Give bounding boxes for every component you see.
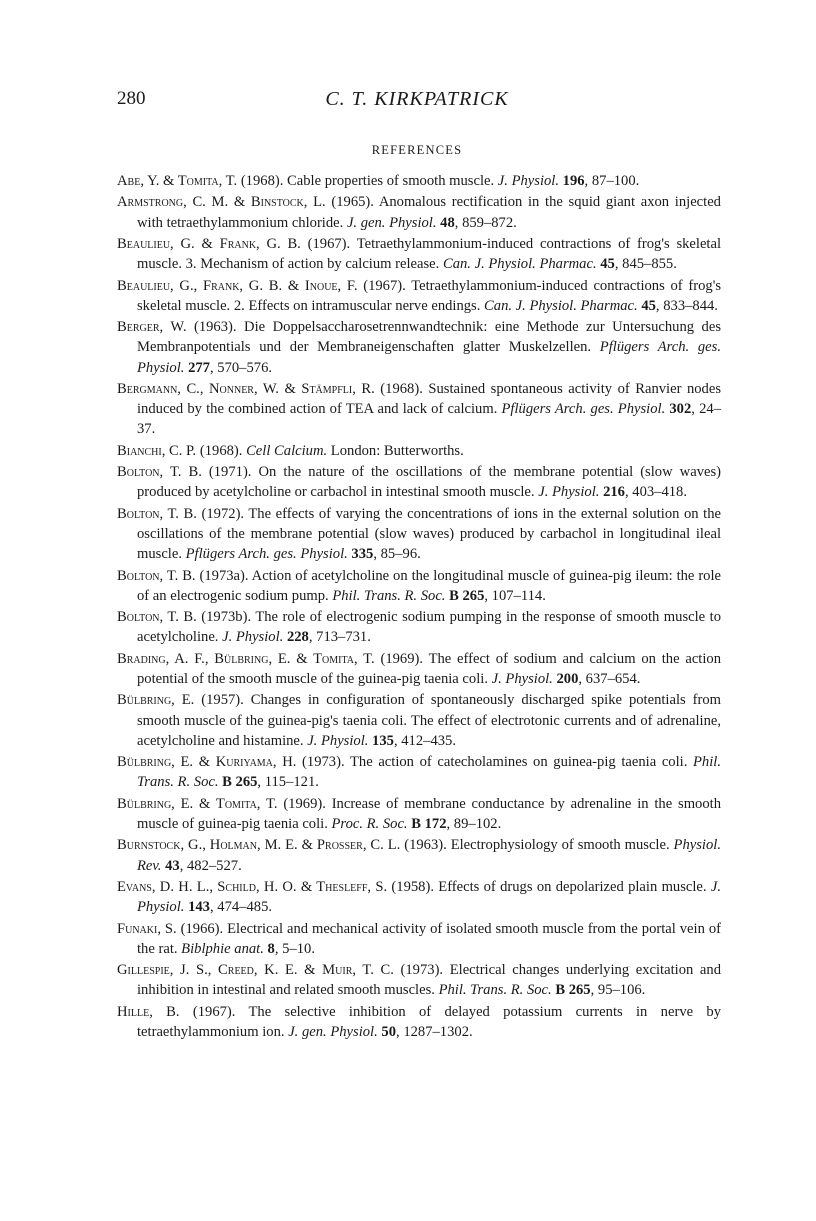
reference-authors: Bolton, T. B. bbox=[117, 567, 196, 584]
reference-title: Electrophysiology of smooth muscle. bbox=[450, 837, 674, 854]
reference-title: Cable properties of smooth muscle. bbox=[287, 173, 498, 189]
reference-pages: , 1287–1302. bbox=[396, 1023, 473, 1040]
references-heading: REFERENCES bbox=[371, 143, 463, 157]
reference-entry-18 bbox=[117, 919, 721, 959]
reference-entry-14 bbox=[117, 752, 721, 792]
reference-authors: Bolton, T. B. bbox=[117, 505, 197, 522]
reference-volume: 45 bbox=[596, 256, 615, 273]
reference-year: (1973). bbox=[296, 754, 350, 771]
reference-volume: B 265 bbox=[445, 587, 485, 604]
reference-entry-9 bbox=[117, 504, 721, 565]
reference-authors: Armstrong, C. M. & Binstock, L. bbox=[117, 194, 326, 211]
reference-journal: J. gen. Physiol. bbox=[346, 214, 437, 231]
reference-journal: Pflügers Arch. ges. Physiol. bbox=[185, 546, 348, 563]
reference-journal: Phil. Trans. R. Soc. bbox=[438, 982, 552, 999]
reference-year: (1967). bbox=[357, 277, 412, 294]
reference-volume: 8 bbox=[263, 940, 275, 957]
reference-authors: Beaulieu, G., Frank, G. B. & Inoue, F. bbox=[117, 277, 358, 294]
reference-volume: 50 bbox=[377, 1023, 397, 1040]
reference-year: (1969). bbox=[374, 650, 429, 667]
reference-title: Tetraethylammonium-induced contractions of frog's skeletal muscle. 2. Effects on intramuscular nerve endings. bbox=[137, 277, 721, 314]
reference-year: (1968). bbox=[196, 442, 247, 459]
reference-journal: Can. J. Physiol. Pharmac. bbox=[484, 297, 638, 314]
reference-pages: , 24–37. bbox=[137, 401, 721, 438]
reference-pages: , 482–527. bbox=[179, 857, 242, 874]
reference-authors: Berger, W. bbox=[117, 319, 187, 336]
reference-entry-8 bbox=[117, 462, 721, 502]
reference-authors: Bülbring, E. & Kuriyama, H. bbox=[117, 754, 297, 771]
reference-journal: Phil. Trans. R. Soc. bbox=[332, 587, 446, 604]
reference-volume: 143 bbox=[184, 899, 210, 916]
reference-list bbox=[117, 171, 721, 1043]
reference-title: On the nature of the oscillations of the membrane potential (slow waves) produced by acetylcholine or carbachol in intestinal smooth muscle. bbox=[137, 464, 722, 501]
reference-title: The selective inhibition of delayed potassium currents in nerve by tetraethylammonium ion. bbox=[137, 1003, 722, 1040]
reference-authors: Funaki, S. bbox=[117, 920, 177, 937]
reference-journal: Can. J. Physiol. Pharmac. bbox=[442, 256, 597, 273]
reference-volume: 196 bbox=[559, 173, 585, 189]
reference-title: Tetraethylammonium-induced contractions of frog's skeletal muscle. 3. Mechanism of action by calcium release. bbox=[137, 235, 722, 273]
reference-volume: 45 bbox=[637, 297, 656, 314]
reference-journal: Phil. Trans. R. Soc. bbox=[137, 754, 721, 791]
reference-authors: Evans, D. H. L., Schild, H. O. & Thesleff, S. bbox=[117, 878, 388, 895]
reference-year: (1963). bbox=[400, 837, 451, 854]
reference-pages: , 87–100. bbox=[584, 173, 640, 189]
reference-year: (1968). bbox=[374, 380, 429, 397]
reference-authors: Bülbring, E. & Tomita, T. bbox=[117, 795, 278, 812]
reference-journal: J. Physiol. bbox=[137, 878, 721, 916]
reference-entry-12 bbox=[117, 649, 721, 689]
reference-title: Electrical changes underlying excitation and inhibition in intestinal and related smooth muscles. bbox=[137, 962, 721, 999]
reference-authors: Bülbring, E. bbox=[117, 692, 195, 709]
reference-title: Changes in configuration of spontaneously discharged spike potentials from smooth muscle of the guinea-pig's taenia coli. The effect of electrotonic currents and of adrenaline, acetylcholine and histamine. bbox=[137, 692, 721, 749]
reference-authors: Hille, B. bbox=[117, 1003, 180, 1020]
reference-entry-11 bbox=[117, 607, 721, 647]
reference-pages: , 474–485. bbox=[209, 899, 273, 916]
reference-volume: 302 bbox=[665, 401, 692, 418]
reference-authors: Burnstock, G., Holman, M. E. & Prosser, C. L. bbox=[117, 837, 401, 854]
reference-entry-1 bbox=[117, 171, 721, 191]
reference-entry-4 bbox=[117, 276, 721, 316]
reference-year: (1973a). bbox=[195, 567, 252, 584]
reference-year: (1966). bbox=[176, 920, 228, 937]
reference-pages: , 5–10. bbox=[274, 940, 315, 957]
reference-volume: B 172 bbox=[407, 815, 447, 832]
reference-year: (1969). bbox=[277, 795, 332, 812]
page-number: 280 bbox=[117, 88, 146, 109]
reference-pages: , 570–576. bbox=[209, 359, 273, 376]
reference-year: (1965). bbox=[325, 194, 379, 211]
page-header bbox=[117, 88, 717, 114]
reference-journal: Proc. R. Soc. bbox=[331, 815, 408, 832]
reference-volume: 277 bbox=[184, 359, 210, 376]
reference-entry-15 bbox=[117, 794, 721, 834]
reference-authors: Bianchi, C. P. bbox=[117, 442, 197, 459]
reference-journal: J. Physiol. bbox=[491, 670, 553, 687]
reference-title: Effects of drugs on depolarized plain muscle. bbox=[438, 878, 711, 895]
reference-volume: 200 bbox=[552, 670, 579, 687]
reference-volume: 216 bbox=[599, 484, 625, 501]
reference-journal: Cell Calcium. bbox=[246, 442, 328, 459]
reference-volume: 43 bbox=[161, 857, 180, 874]
reference-authors: Beaulieu, G. & Frank, G. B. bbox=[117, 235, 301, 252]
reference-year: (1971). bbox=[201, 464, 259, 481]
reference-entry-7 bbox=[117, 441, 721, 461]
reference-authors: Brading, A. F., Bülbring, E. & Tomita, T. bbox=[117, 650, 375, 667]
reference-entry-19 bbox=[117, 960, 721, 1000]
reference-pages: , 833–844. bbox=[655, 297, 718, 314]
reference-year: (1958). bbox=[387, 878, 439, 895]
reference-volume: 48 bbox=[436, 214, 455, 231]
reference-title: Increase of membrane conductance by adrenaline in the smooth muscle of guinea-pig taenia coli. bbox=[137, 795, 722, 832]
reference-entry-20 bbox=[117, 1002, 721, 1042]
reference-entry-2 bbox=[117, 192, 721, 232]
reference-authors: Bergmann, C., Nonner, W. & Stämpfli, R. bbox=[117, 380, 375, 397]
reference-volume: B 265 bbox=[218, 774, 258, 791]
reference-year: (1968). bbox=[237, 173, 288, 189]
reference-pages: , 845–855. bbox=[614, 256, 677, 273]
reference-entry-13 bbox=[117, 690, 721, 751]
reference-pages: , 859–872. bbox=[454, 214, 517, 231]
reference-volume: B 265 bbox=[551, 982, 591, 999]
reference-entry-10 bbox=[117, 566, 721, 606]
reference-entry-6 bbox=[117, 379, 721, 440]
reference-volume: 228 bbox=[283, 629, 309, 646]
reference-entry-17 bbox=[117, 877, 721, 917]
reference-pages: , 403–418. bbox=[624, 484, 687, 501]
reference-entry-3 bbox=[117, 234, 721, 274]
reference-journal: J. Physiol. bbox=[497, 173, 559, 189]
reference-title: Electrical and mechanical activity of isolated smooth muscle from the portal vein of the rat. bbox=[137, 920, 721, 957]
reference-pages: , 95–106. bbox=[590, 982, 646, 999]
reference-year: (1973). bbox=[393, 962, 450, 979]
reference-journal: Physiol. Rev. bbox=[137, 837, 721, 874]
reference-title: Action of acetylcholine on the longitudinal muscle of guinea-pig ileum: the role of an electrogenic sodium pump. bbox=[137, 567, 722, 604]
reference-year: (1967). bbox=[300, 235, 357, 252]
reference-year: (1963). bbox=[186, 319, 245, 336]
reference-pages: , 115–121. bbox=[257, 774, 319, 791]
reference-journal: Biblphie anat. bbox=[181, 940, 264, 957]
reference-journal: J. Physiol. bbox=[222, 629, 284, 646]
reference-title: Die Doppelsaccharosetrennwandtechnik: eine Methode zur Untersuchung des Membranpotentials und der Membraneigenschaften glatter Muskelzellen. bbox=[137, 319, 721, 356]
reference-title: Sustained spontaneous activity of Ranvier nodes induced by the combined action of TEA and lack of calcium. bbox=[137, 380, 722, 418]
reference-journal: Pflügers Arch. ges. Physiol. bbox=[137, 339, 721, 376]
reference-journal: J. Physiol. bbox=[307, 732, 369, 749]
reference-pages: , 412–435. bbox=[393, 732, 456, 749]
running-head: C. T. KIRKPATRICK bbox=[325, 88, 509, 110]
reference-journal: J. gen. Physiol. bbox=[288, 1023, 378, 1040]
reference-pages: , 637–654. bbox=[578, 670, 641, 687]
reference-entry-16 bbox=[117, 835, 721, 875]
reference-title: Anomalous rectification in the squid giant axon injected with tetraethylammonium chloride. bbox=[137, 194, 721, 231]
reference-volume: 335 bbox=[347, 546, 374, 563]
reference-pages: , 107–114. bbox=[484, 587, 546, 604]
reference-year: (1973b). bbox=[196, 609, 256, 626]
reference-entry-5 bbox=[117, 317, 721, 378]
reference-year: (1957). bbox=[194, 692, 251, 709]
reference-journal: J. Physiol. bbox=[538, 484, 600, 501]
reference-title: The effect of sodium and calcium on the action potential of the smooth muscle of the guinea-pig taenia coli. bbox=[137, 650, 722, 687]
reference-pages: , 89–102. bbox=[446, 815, 502, 832]
reference-pages: , 85–96. bbox=[373, 546, 421, 563]
reference-year: (1972). bbox=[196, 505, 249, 522]
reference-authors: Bolton, T. B. bbox=[117, 464, 202, 481]
reference-volume: 135 bbox=[368, 732, 394, 749]
reference-pages: , 713–731. bbox=[308, 629, 371, 646]
reference-title: The effects of varying the concentrations of ions in the external solution on the oscillations of the membrane potential (slow waves) produced by carbachol in longitudinal ileal muscle. bbox=[137, 505, 722, 563]
reference-authors: Abe, Y. & Tomita, T. bbox=[117, 173, 238, 189]
reference-title: The role of electrogenic sodium pumping in the response of smooth muscle to acetylcholine. bbox=[137, 609, 721, 646]
reference-pages: London: Butterworths. bbox=[327, 442, 464, 459]
reference-authors: Bolton, T. B. bbox=[117, 609, 197, 626]
reference-year: (1967). bbox=[179, 1003, 249, 1020]
reference-title: The action of catecholamines on guinea-pig taenia coli. bbox=[349, 754, 694, 771]
reference-authors: Gillespie, J. S., Creed, K. E. & Muir, T. C. bbox=[117, 962, 394, 979]
reference-journal: Pflügers Arch. ges. Physiol. bbox=[501, 401, 666, 418]
